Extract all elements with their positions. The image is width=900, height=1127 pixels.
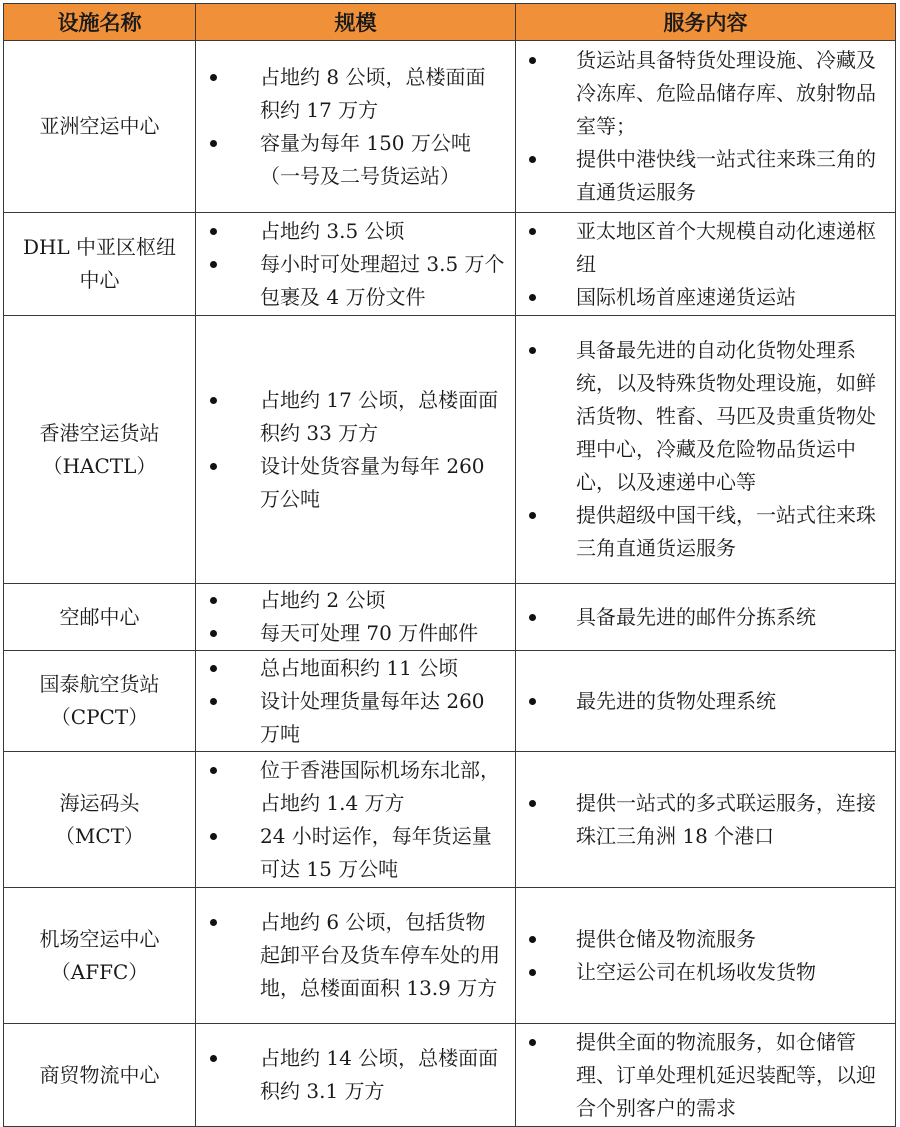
service-cell — [516, 584, 896, 651]
facility-name-line: 空邮中心 — [59, 604, 140, 629]
scale-cell — [196, 888, 516, 1024]
service-bullet: 提供中港快线一站式往来珠三角的直通货运服务 — [516, 143, 895, 209]
service-cell — [516, 888, 896, 1024]
table-row — [4, 888, 896, 1024]
facility-name-line: 机场空运中心 — [39, 926, 160, 951]
facilities-table — [3, 3, 896, 1127]
scale-bullet: 总占地面积约 11 公顷 — [196, 652, 515, 685]
header-service: 服务内容 — [516, 4, 896, 41]
service-cell — [516, 316, 896, 584]
service-cell — [516, 752, 896, 888]
service-bullet: 提供一站式的多式联运服务，连接珠江三角洲 18 个港口 — [516, 787, 895, 853]
facility-name-cell — [4, 584, 196, 651]
facility-name-cell — [4, 316, 196, 584]
facility-name-cell — [4, 213, 196, 316]
facility-name-line: 商贸物流中心 — [39, 1062, 160, 1087]
table-row — [4, 41, 896, 213]
table-header — [4, 4, 896, 41]
scale-bullet: 设计处货容量为每年 260 万公吨 — [196, 450, 515, 516]
facility-name-line: DHL 中亚区枢纽 — [22, 235, 177, 259]
service-cell — [516, 213, 896, 316]
scale-bullet: 每小时可处理超过 3.5 万个包裹及 4 万份文件 — [196, 248, 515, 314]
scale-bullet: 位于香港国际机场东北部，占地约 1.4 万方 — [196, 754, 515, 820]
service-bullet: 具备最先进的自动化货物处理系统，以及特殊货物处理设施，如鲜活货物、牲畜、马匹及贵重货物处理中心，冷藏及危险物品货运中心，以及速递中心等 — [516, 334, 895, 499]
scale-bullet: 占地约 2 公顷 — [196, 584, 515, 617]
facility-name-cell — [4, 651, 196, 752]
scale-cell — [196, 316, 516, 584]
facility-name-line: 中心 — [79, 268, 120, 292]
service-cell — [516, 1024, 896, 1127]
scale-bullet: 占地约 8 公顷，总楼面面积约 17 万方 — [196, 61, 515, 127]
scale-cell — [196, 213, 516, 316]
table-row — [4, 1024, 896, 1127]
service-cell — [516, 651, 896, 752]
service-bullet: 货运站具备特货处理设施、冷藏及冷冻库、危险品储存库、放射物品室等； — [516, 44, 895, 143]
service-bullet: 让空运公司在机场收发货物 — [516, 956, 895, 989]
table-row — [4, 584, 896, 651]
scale-bullet: 占地约 17 公顷，总楼面面积约 33 万方 — [196, 384, 515, 450]
facility-name-cell — [4, 752, 196, 888]
service-bullet: 国际机场首座速递货运站 — [516, 281, 895, 314]
scale-bullet: 每天可处理 70 万件邮件 — [196, 617, 515, 650]
facility-name-line: （HACTL） — [42, 453, 157, 478]
scale-bullet: 容量为每年 150 万公吨（一号及二号货运站） — [196, 127, 515, 193]
scale-cell — [196, 651, 516, 752]
scale-bullet: 占地约 3.5 公顷 — [196, 215, 515, 248]
table-row — [4, 316, 896, 584]
facility-name-line: 亚洲空运中心 — [39, 114, 160, 138]
scale-cell — [196, 1024, 516, 1127]
facility-name-line: （CPCT） — [50, 705, 149, 729]
service-bullet: 提供仓储及物流服务 — [516, 923, 895, 956]
service-cell — [516, 41, 896, 213]
facility-name-cell — [4, 1024, 196, 1127]
service-bullet: 最先进的货物处理系统 — [516, 685, 895, 718]
service-bullet: 提供全面的物流服务，如仓储管理、订单处理机延迟装配等，以迎合个别客户的需求 — [516, 1026, 895, 1125]
facility-name-line: （AFFC） — [50, 959, 149, 984]
facility-name-line: 国泰航空货站 — [39, 672, 160, 696]
service-bullet: 亚太地区首个大规模自动化速递枢纽 — [516, 215, 895, 281]
scale-bullet: 24 小时运作，每年货运量可达 15 万公吨 — [196, 820, 515, 886]
scale-bullet: 占地约 14 公顷，总楼面面积约 3.1 万方 — [196, 1042, 515, 1108]
header-scale: 规模 — [196, 4, 516, 41]
scale-cell — [196, 41, 516, 213]
service-bullet: 提供超级中国干线，一站式往来珠三角直通货运服务 — [516, 499, 895, 565]
facility-name-line: 香港空运货站 — [39, 420, 160, 445]
table-row — [4, 213, 896, 316]
scale-bullet: 设计处理货量每年达 260 万吨 — [196, 685, 515, 751]
scale-cell — [196, 752, 516, 888]
facility-name-line: 海运码头 — [59, 790, 140, 815]
header-row — [4, 4, 896, 41]
scale-bullet: 占地约 6 公顷，包括货物起卸平台及货车停车处的用地，总楼面面积 13.9 万方 — [196, 906, 515, 1005]
service-bullet: 具备最先进的邮件分拣系统 — [516, 601, 895, 634]
facility-name-cell — [4, 41, 196, 213]
facility-name-cell — [4, 888, 196, 1024]
table-body — [4, 41, 896, 1127]
table-row — [4, 752, 896, 888]
header-facility-name: 设施名称 — [4, 4, 196, 41]
table-row — [4, 651, 896, 752]
scale-cell — [196, 584, 516, 651]
facility-name-line: （MCT） — [54, 823, 145, 848]
